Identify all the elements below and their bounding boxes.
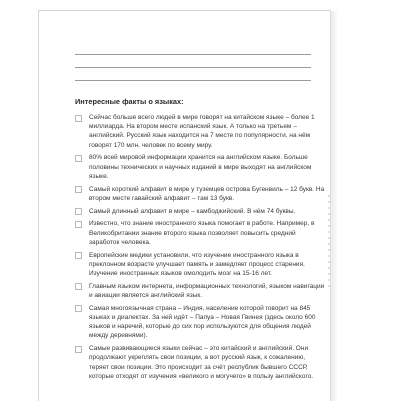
checkbox-icon [75, 252, 82, 259]
fact-text: Самая многоязычная страна – Индия, население которой говорит на 845 языках и диалектах. За ней идёт – Папуа – Новая Гвинея (здесь около 600 языков и наречий, которые до сих пор используются для общения людей между деревнями). [89, 304, 316, 340]
fact-text: Самый длинный алфавит в мире – камбоджийский. В нём 74 буквы. [89, 207, 296, 215]
book-page [38, 10, 330, 401]
checkbox-icon [75, 208, 82, 215]
checkbox-icon [75, 305, 82, 312]
facts-heading: Интересные факты о языках: [75, 97, 184, 106]
fact-item [75, 219, 325, 247]
fact-item [75, 304, 325, 341]
fact-text: Главным языком интернета, информационных технологий, языком навигации и авиации является английский язык. [89, 282, 325, 300]
fact-item [75, 113, 325, 150]
fact-item [75, 251, 325, 279]
writing-line [75, 54, 311, 55]
checkbox-icon [75, 283, 82, 290]
checkbox-icon [75, 115, 82, 122]
fact-item [75, 207, 325, 216]
fact-text: Сейчас больше всего людей в мире говорят на китайском языке – более 1 миллиарда. На втором месте испанский язык. А только на третьем – английский. Русский язык находится на 7 месте по популярности, на нём говорят 170 млн. человек по всему миру. [89, 114, 315, 149]
fact-text: Самый короткий алфавит в мире у туземцев острова Бугенвиль – 12 букв. На втором месте гавайский алфавит – там 13 букв. [89, 185, 325, 202]
fact-item [75, 282, 325, 300]
writing-line [75, 67, 311, 68]
checkbox-icon [75, 155, 82, 162]
writing-line [75, 80, 311, 81]
fact-item [75, 344, 325, 381]
facts-list [75, 113, 325, 385]
checkbox-icon [75, 221, 82, 228]
fact-text: Европейские медики установили, что изучение иностранного языка в преклонном возрасте улучшает память и замедляет процесс старения. Изучение иностранных языков омолодить мозг на 15-16 лет. [89, 251, 305, 278]
fact-text: Известно, что знание иностранного языка помогает в работе. Например, в Великобритании знание второго языка позволяет повысить средний заработок человека. [89, 220, 315, 246]
fact-item [75, 153, 325, 181]
checkbox-icon [75, 346, 82, 353]
fact-item [75, 185, 325, 203]
fact-text: 80% всей мировой информации хранится на английском языке. Больше половины технических и научных изданий в мире выходят на английском языке. [89, 154, 312, 180]
writing-lines [75, 54, 311, 93]
fact-text: Самые развивающиеся языки сейчас – это китайский и английский. Они продолжают укреплять свои позиции, а вот русский язык, к сожалению, теряет свои позиции. Это происходит за счёт республик бывшего СССР, которые отходят от изучения «великого и могучего» в пользу английского. [89, 345, 314, 380]
checkbox-icon [75, 186, 82, 193]
page-edge-dots [328, 195, 332, 291]
